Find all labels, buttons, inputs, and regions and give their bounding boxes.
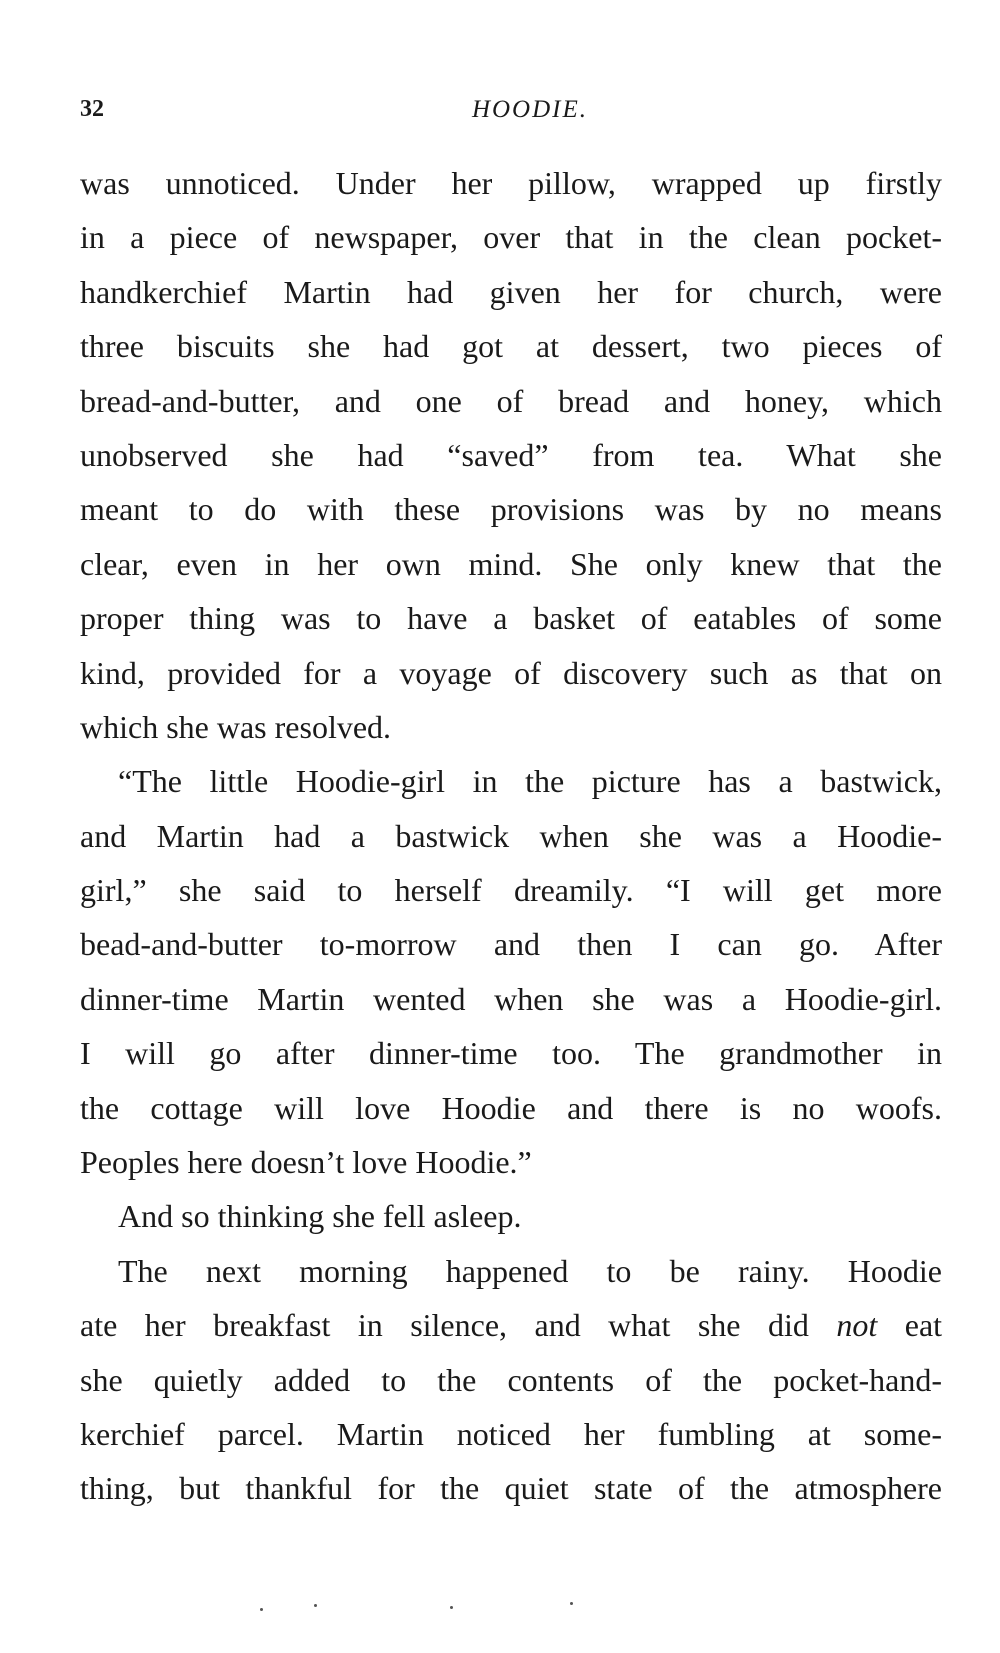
- text-line: unobserved she had “saved” from tea. What she: [80, 436, 942, 473]
- body-text: [80, 156, 942, 1516]
- text-line: bread-and-butter, and one of bread and honey, which: [80, 382, 942, 419]
- running-title: HOODIE.: [471, 96, 589, 123]
- page-number: 32: [80, 96, 104, 122]
- text-line: “The little Hoodie-girl in the picture has a bastwick,: [118, 763, 942, 800]
- speck: [314, 1604, 317, 1607]
- text-line: Peoples here doesn’t love Hoodie.”: [80, 1144, 532, 1181]
- text-line: proper thing was to have a basket of eatables of some: [80, 600, 942, 637]
- speck: [570, 1602, 573, 1605]
- text-line: girl,” she said to herself dreamily. “I will get more: [80, 872, 942, 909]
- text-line: clear, even in her own mind. She only knew that the: [80, 545, 942, 582]
- italic-word: not: [836, 1307, 878, 1344]
- text-line: which she was resolved.: [80, 708, 392, 745]
- text-segment: eat: [904, 1307, 943, 1344]
- text-line: she quietly added to the contents of the pocket-hand-: [80, 1361, 942, 1398]
- text-line: thing, but thankful for the quiet state of the atmosphere: [80, 1470, 942, 1507]
- page-header: [80, 96, 940, 136]
- text-line: and Martin had a bastwick when she was a Hoodie-: [80, 817, 942, 854]
- text-line: meant to do with these provisions was by no means: [80, 491, 942, 528]
- text-line: was unnoticed. Under her pillow, wrapped up firstly: [80, 165, 942, 201]
- speck: [260, 1608, 263, 1611]
- text-line: in a piece of newspaper, over that in the clean pocket-: [80, 219, 942, 256]
- text-line: handkerchief Martin had given her for church, were: [80, 273, 942, 310]
- text-line: I will go after dinner-time too. The grandmother in: [80, 1035, 942, 1072]
- speck: [450, 1606, 453, 1609]
- text-line: And so thinking she fell asleep.: [118, 1198, 522, 1235]
- text-segment: ate her breakfast in silence, and what she did: [80, 1307, 809, 1344]
- text-line: three biscuits she had got at dessert, two pieces of: [80, 328, 942, 365]
- text-line: kind, provided for a voyage of discovery such as that on: [80, 654, 942, 691]
- text-line: the cottage will love Hoodie and there is no woofs.: [80, 1089, 942, 1126]
- text-line: kerchief parcel. Martin noticed her fumbling at some-: [80, 1415, 942, 1452]
- print-specks: [250, 1600, 650, 1620]
- text-line: bead-and-butter to-morrow and then I can go. After: [80, 926, 942, 963]
- text-line: The next morning happened to be rainy. Hoodie: [118, 1252, 942, 1289]
- text-line: dinner-time Martin wented when she was a Hoodie-girl.: [80, 980, 942, 1017]
- text-line: [80, 1298, 942, 1352]
